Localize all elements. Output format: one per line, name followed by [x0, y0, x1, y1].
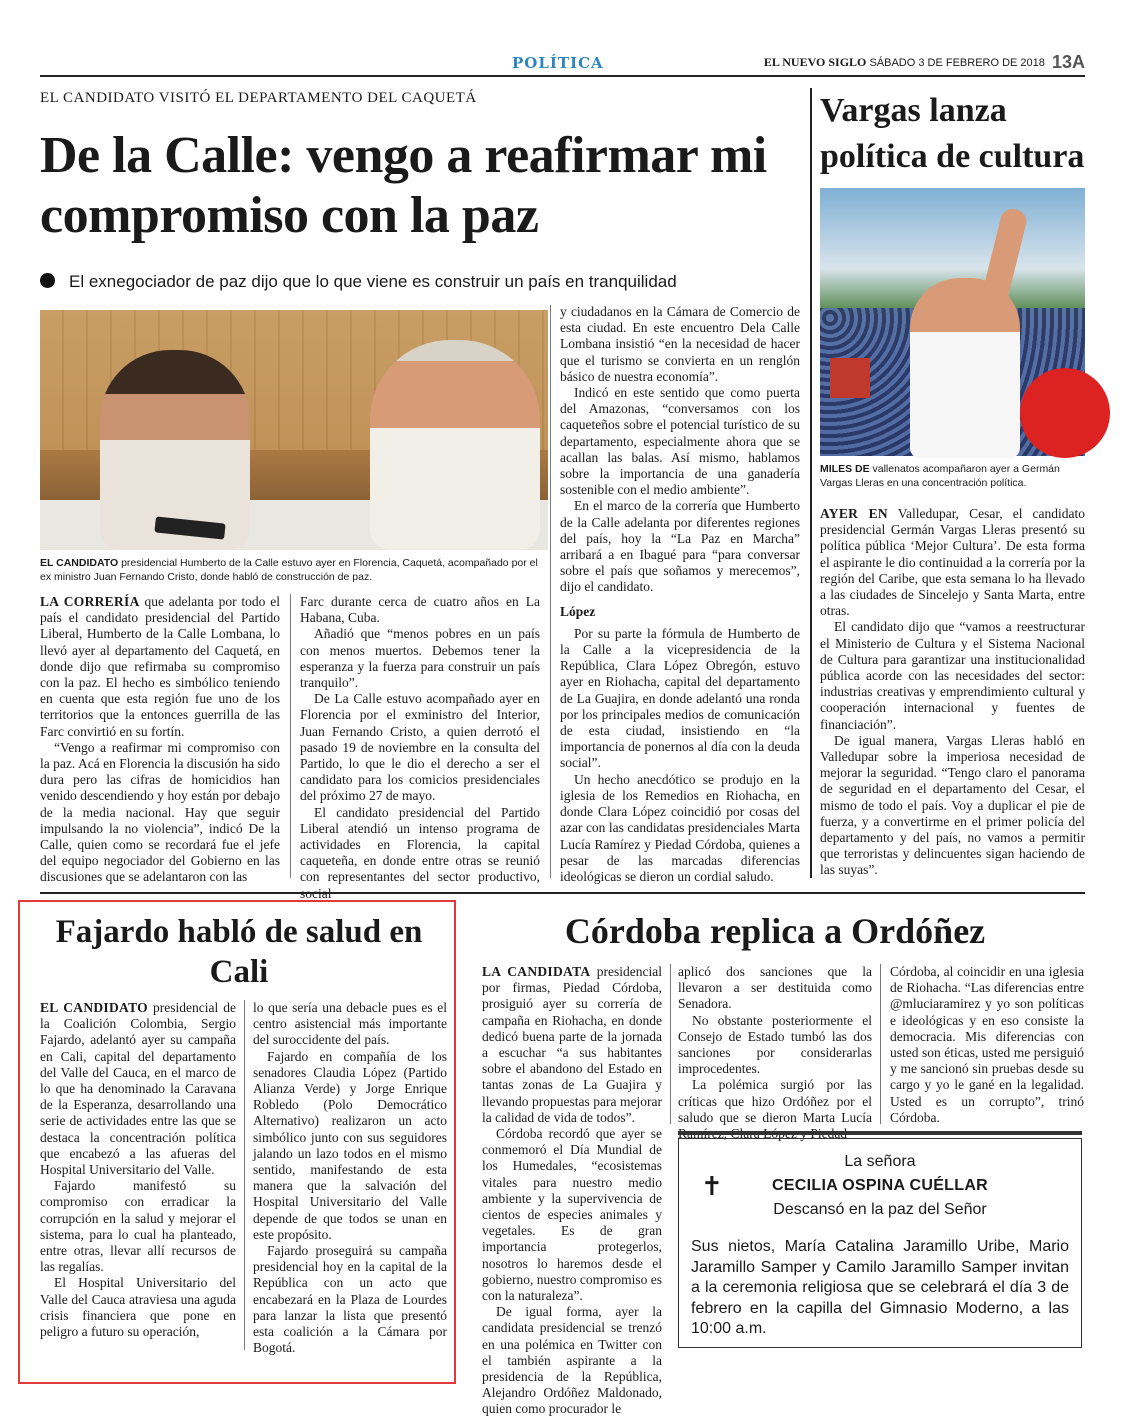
paragraph: El candidato dijo que “vamos a reestructurar el Ministerio de Cultura y el Sistema Nacional de Cultura para garantizar una institucionalidad pública acorde con las necesidades del sector: industrias creativas y emprendimiento cultural y cooperación internacional y fuentes de financiación”.: [820, 619, 1085, 732]
vargas-headline: Vargas lanza política de cultura: [820, 92, 1085, 175]
paragraph: y ciudadanos en la Cámara de Comercio de esta ciudad. En este encuentro Dela Calle Lombana insistió “en la necesidad de hacer que el turismo se convierta en un renglón básico de nuestra economía”.: [560, 304, 800, 384]
caption-text: presidencial Humberto de la Calle estuvo ayer en Florencia, Caquetá, acompañado por el ex ministro Juan Fernando Cristo, donde habló de construcción de paz.: [40, 557, 538, 583]
lead-word: AYER EN: [820, 506, 888, 521]
paragraph: AYER EN Valledupar, Cesar, el candidato presidencial Germán Vargas Lleras presentó su política pública ‘Mejor Cultura’. De esta forma el aspirante le dio continuidad a la correría por la región del Caribe, que esta semana lo ha llevado a las ciudades de Sincelejo y Santa Marta, entre otras.: [820, 506, 1086, 619]
bullet-icon: [40, 273, 55, 288]
top-rule: [40, 75, 1085, 77]
photo-red-cap: [1020, 368, 1110, 458]
paragraph: Farc durante cerca de cuatro años en La Habana, Cuba.: [300, 594, 540, 626]
lead-word: LA CANDIDATA: [482, 964, 591, 979]
photo-flag: [830, 358, 870, 398]
main-headline: De la Calle: vengo a reafirmar mi compromiso con la paz: [40, 127, 767, 244]
paragraph: LA CORRERÍA que adelanta por todo el país el candidato presidencial del Partido Liberal, Humberto de la Calle Lombana, lo llevó ayer al departamento del Caquetá, en donde dijo que refirmaba su compromiso con la paz. El hecho es simbólico teniendo en cuenta que esta región fue uno de los territorios que la entonces guerrilla de las Farc convirtió en su fortín.: [40, 594, 280, 739]
paragraph: En el marco de la correría que Humberto de la Calle adelanta por diferentes regiones del país, hoy la “La Paz en Marcha” arribará a en Ibagué para “para conversar sobre el país que soñamos y merecemos”, dijo el candidato.: [560, 498, 800, 595]
fajardo-column-2: [253, 1000, 447, 1356]
main-photo-caption: [40, 556, 548, 584]
obituary-top-bar: [678, 1131, 1082, 1135]
issue-date: SÁBADO 3 DE FEBRERO DE 2018: [869, 57, 1045, 69]
paragraph: Añadió que “menos pobres en un país con menos muertos. Debemos tener la esperanza y la fuerza para construir un país tranquilo”.: [300, 626, 540, 691]
cordoba-column-1: [482, 964, 662, 1418]
vargas-column: [820, 506, 1085, 879]
photo-person-right: [370, 340, 540, 550]
paragraph: LA CANDIDATA presidencial por firmas, Piedad Córdoba, prosiguió ayer su correría de campaña en Riohacha, en donde dedicó buena parte de la jornada a escuchar “a sus habitantes sobre el abandono del Estado en tantas zonas de La Guajira y llevando propuestas para mejorar la calidad de vida de todos”.: [482, 964, 662, 1125]
page-number: 13A: [1051, 52, 1085, 72]
obituary-line3: Descansó en la paz del Señor: [773, 1201, 987, 1218]
fajardo-column-1: [40, 1000, 236, 1340]
paragraph: De igual manera, Vargas Lleras habló en Valledupar sobre la imperiosa necesidad de mejorar la seguridad. “Tengo claro el panorama de seguridad en el departamento del Cesar, el mismo de todo el país. Voy a duplicar el pie de fuerza, y a convertirme en el primer policía del departamento y del país, no vamos a permitir que terroristas y delincuentes sigan haciendo de las suyas”.: [820, 732, 1085, 878]
main-photo: [40, 310, 548, 550]
lead-word: LA CORRERÍA: [40, 594, 140, 609]
paragraph: Indicó en este sentido que como puerta del Amazonas, “conversamos con los caqueteños sobre el potencial turístico de su departamento, especialmente ahora que se acallan las balas. Así mismo, hablamos sobre la importancia de una ganadería sostenible con el medio ambiente”.: [560, 385, 800, 498]
obituary-line1: La señora: [844, 1153, 916, 1170]
caption-lead: MILES DE: [820, 463, 870, 475]
paragraph: De La Calle estuvo acompañado ayer en Florencia por el exministro del Interior, Juan Fernando Cristo, a quien derrotó el pasado 19 de noviembre en la consulta del Partido, lo que le dio el derecho a ser el candidato para los comicios presidenciales del próximo 27 de mayo.: [300, 691, 540, 804]
main-subhead: [40, 272, 677, 292]
paragraph: Por su parte la fórmula de Humberto de la Calle a la vicepresidencia de la República, Clara López Obregón, estuvo ayer en Riohacha, capital del departamento de La Guajira, en donde adelantó una ronda por los principales medios de comunicación de esta ciudad, insistiendo en “la importancia de ponernos al día con la deuda social”.: [560, 625, 800, 771]
cordoba-column-3: [890, 964, 1084, 1126]
masthead-info: [764, 52, 1085, 73]
caption-lead: EL CANDIDATO: [40, 557, 119, 569]
paragraph: El Hospital Universitario del Valle del Cauca atraviesa una aguda crisis financiera que pone en peligro a futuro su operación,: [40, 1275, 236, 1340]
column-subhead: López: [560, 603, 596, 619]
paragraph: Córdoba, al coincidir en una iglesia de Riohacha. “Las diferencias entre @mluciaramirez y yo son políticas e ideológicas y en eso consiste la democracia. Mis diferencias con usted son éticas, usted me persiguió y me sancionó sin pruebas desde su cargo y yo le gané en la legalidad. Usted es un corrupto”, trinó Córdoba.: [890, 964, 1084, 1125]
lead-word: EL CANDIDATO: [40, 1000, 148, 1015]
main-column-1: [40, 594, 280, 886]
paragraph: De igual forma, ayer la candidata presidencial se trenzó en una polémica en Twitter con el también aspirante a la presidencia de la República, Alejandro Ordóñez Maldonado, quien como procurador le: [482, 1304, 662, 1417]
main-kicker: EL CANDIDATO VISITÓ EL DEPARTAMENTO DEL CAQUETÁ: [40, 90, 477, 106]
paragraph: “Vengo a reafirmar mi compromiso con la paz. Acá en Florencia la discusión ha sido dura pero las cifras de homicidios han venido descendiendo y hoy están por debajo de la media nacional. Hay que seguir impulsando la no violencia”, indicó De la Calle, quien como se recordará fue el jefe del equipo negociador del Gobierno en las discusiones que se adelantaron con las: [40, 739, 280, 885]
main-column-3: [560, 304, 800, 885]
vargas-photo: [820, 188, 1085, 456]
paragraph: lo que sería una debacle pues es el centro asistencial más importante del suroccidente del país.: [253, 1000, 447, 1048]
newspaper-name: EL NUEVO SIGLO: [763, 55, 867, 69]
main-column-2: [300, 594, 540, 902]
section-label: POLÍTICA: [512, 54, 604, 72]
obituary-body: Sus nietos, María Catalina Jaramillo Uribe, Mario Jaramillo Samper y Camilo Jaramillo Samper invitan a la ceremonia religiosa que se celebrará el día 3 de febrero en la capilla del Gimnasio Moderno, a las 10:00 a.m.: [691, 1238, 1069, 1337]
paragraph: El candidato presidencial del Partido Liberal atendió un intenso programa de actividades en Florencia, la capital caqueteña, en donde entre otras se reunió con representantes del sector productivo,: [300, 804, 540, 885]
paragraph: Fajardo en compañía de los senadores Claudia López (Partido Alianza Verde) y Jorge Enrique Robledo (Polo Democrático Alternativo) realizaron un acto simbólico junto con sus seguidores jalando un lazo todos en el mismo sentido, manifestando de esta manera que la salvación del Hospital Universitario del Valle depende de que todos se unan en este propósito.: [253, 1048, 447, 1242]
paragraph: EL CANDIDATO presidencial de la Coalición Colombia, Sergio Fajardo, adelantó ayer su campaña en Cali, capital del departamento del Valle del Cauca, en el marco de lo que ha denominado la Caravana de la Esperanza, desarrollando una serie de actividades entre las que se destaca la concentración política que encabezó a las afueras del Hospital Universitario del Valle.: [40, 1000, 237, 1178]
paragraph: La polémica surgió por las críticas que hizo Ordóñez por el saludo que se dieron Marta Lucía: [678, 1077, 872, 1125]
cordoba-column-2: [678, 964, 872, 1142]
caption-text: vallenatos acompañaron ayer a Germán Vargas Lleras en una concentración política.: [820, 463, 1060, 489]
paragraph: Córdoba recordó que ayer se conmemoró el Día Mundial de los Humedales, “ecosistemas vitales para nuestro medio ambiente y la supervivencia de cientos de especies animales y vegetales. Es de gran importancia protegerlos, nosotros lo haremos desde el gobierno, nuestro compromiso es con la naturaleza”.: [482, 1126, 662, 1304]
obituary-name: CECILIA OSPINA CUÉLLAR: [771, 1177, 989, 1194]
fajardo-headline: Fajardo habló de salud en Cali: [55, 914, 423, 990]
section-divider: [40, 892, 1085, 894]
vargas-photo-caption: [820, 462, 1085, 490]
main-subhead-text: El exnegociador de paz dijo que lo que viene es construir un país en tranquilidad: [69, 272, 677, 291]
photo-candidate: [910, 278, 1020, 458]
paragraph: Un hecho anecdótico se produjo en la iglesia de los Remedios en Riohacha, en donde Clara López coincidió por cosas del azar con las candidatas presidenciales Marta Lucía Ramírez y Piedad Córdoba, quienes a pesar de las marcadas diferencias ideológicas se dieron un cordial saludo.: [560, 771, 800, 884]
paragraph: Fajardo proseguirá su campaña presidencial hoy en la capital de la República con un acto que encabezará en la Plaza de Lourdes para lanzar la lista que presentó esta coalición a la Cámara por Bogotá.: [253, 1243, 447, 1356]
cordoba-headline: Córdoba replica a Ordóñez: [564, 911, 986, 951]
obituary-notice: [678, 1138, 1082, 1348]
paragraph: Fajardo manifestó su compromiso con erradicar la corrupción en la salud y mejorar el sistema, para lo cual ha planteado, entre otras, llevar allí recursos de las regalías.: [40, 1178, 236, 1275]
cross-icon: ✝: [701, 1171, 723, 1201]
paragraph: aplicó dos sanciones que la llevaron a ser destituida como Senadora.: [678, 964, 872, 1012]
paragraph: No obstante posteriormente el Consejo de Estado tumbó las dos sanciones por considerarlas improcedentes.: [678, 1012, 872, 1077]
